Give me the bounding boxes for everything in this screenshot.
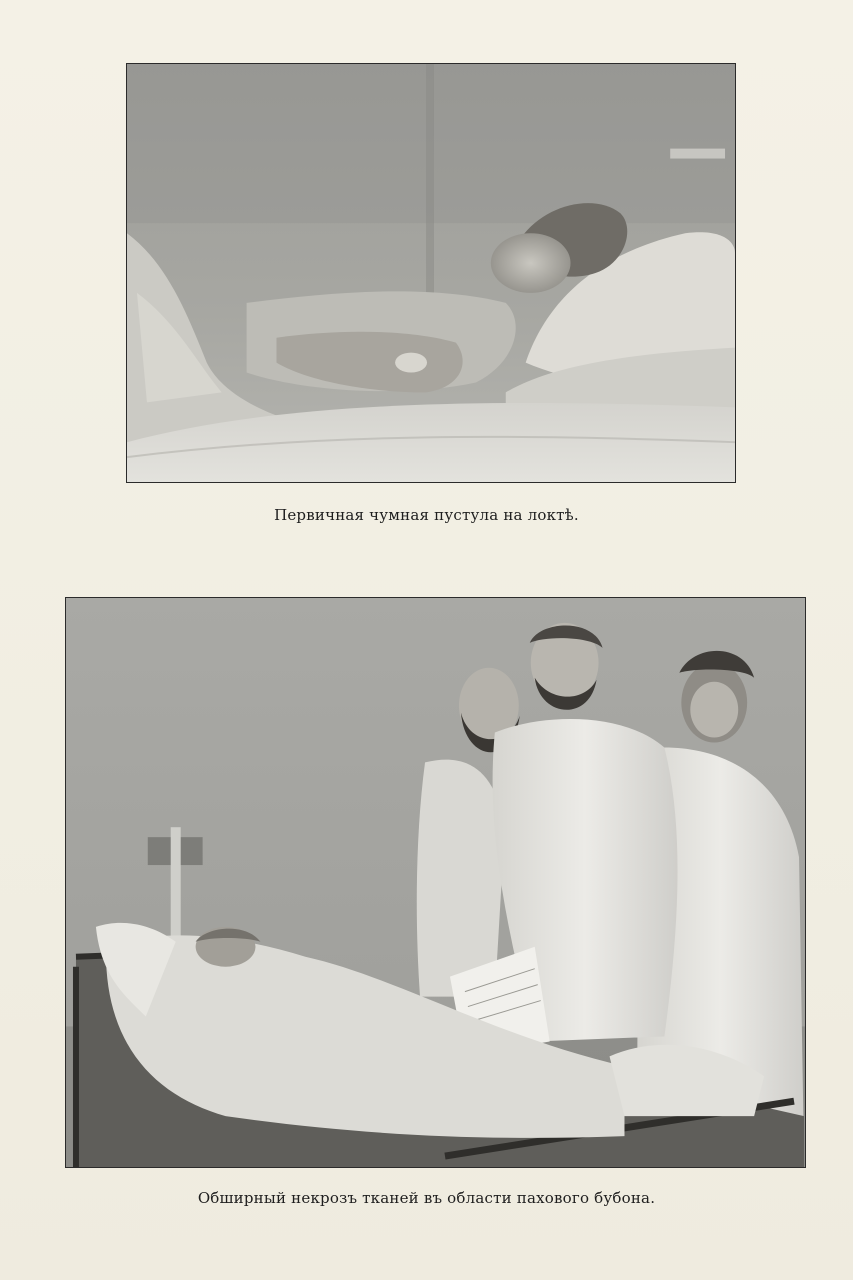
- halftone-photo-doctors-at-bedside: [66, 598, 805, 1167]
- halftone-photo-patient-in-bed: [127, 64, 735, 482]
- photo-plate-elbow-pustule: [126, 63, 736, 483]
- plate-caption-top: Первичная чумная пустула на локтѣ.: [274, 506, 579, 524]
- plate-caption-bottom: Обширный некрозъ тканей въ области пахового бубона.: [197, 1189, 656, 1207]
- photo-plate-bubo-necrosis: [65, 597, 806, 1168]
